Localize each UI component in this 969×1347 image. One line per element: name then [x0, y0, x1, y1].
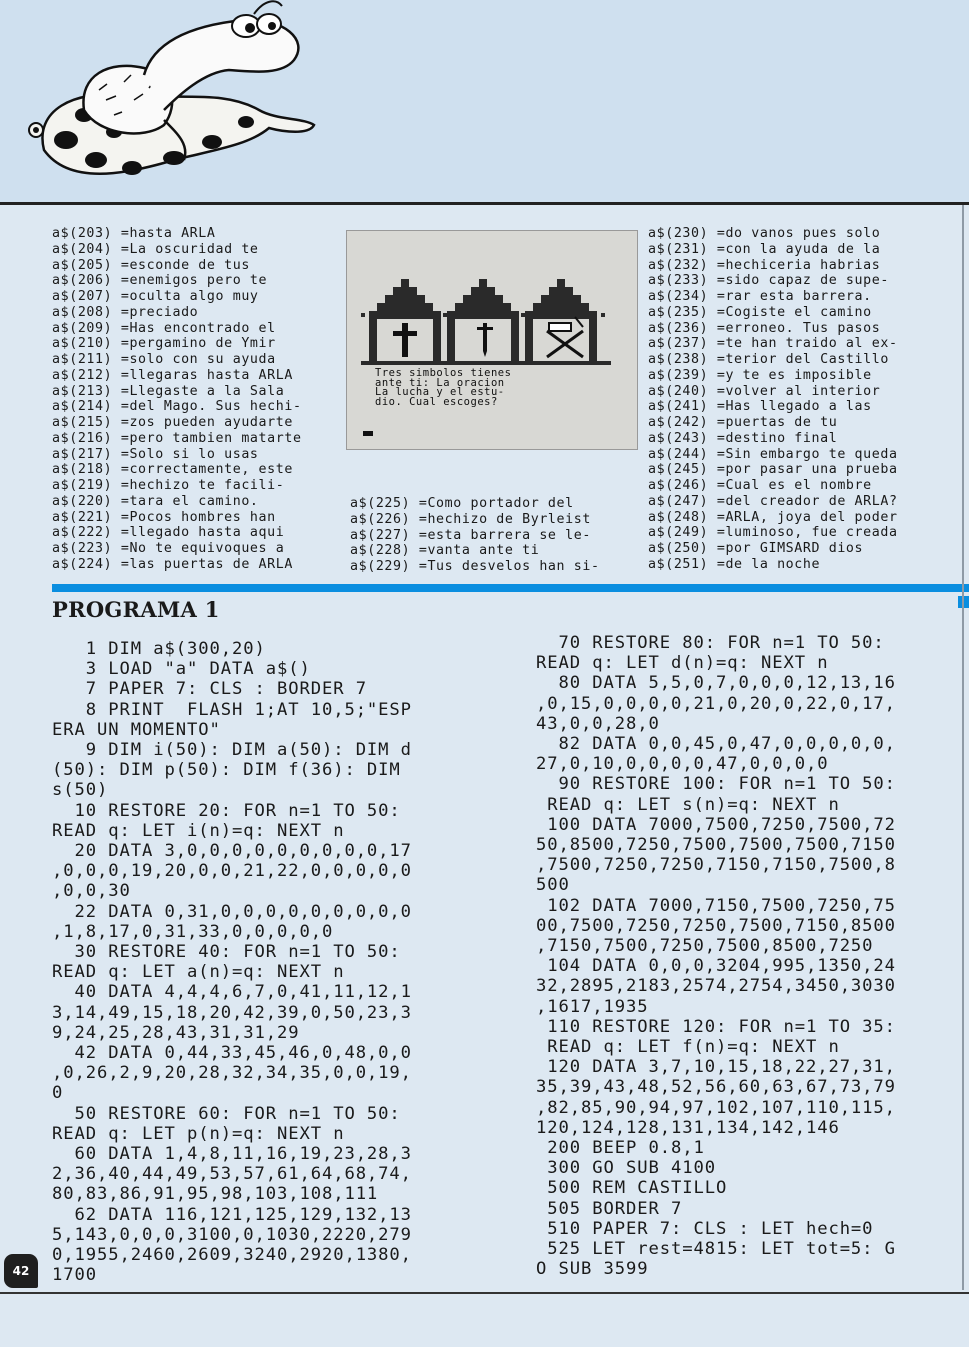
listing-line: a$(224) =las puertas de ARLA — [52, 556, 293, 572]
listing-line: a$(226) =hechizo de Byrleist — [350, 511, 591, 527]
program-line: ,0,26,2,9,20,28,32,34,35,0,0,19, — [52, 1063, 412, 1084]
listing-line: a$(250) =por GIMSARD dios — [648, 541, 864, 556]
listing-line: a$(221) =Pocos hombres han — [52, 509, 276, 525]
program-line: ,82,85,90,94,97,102,107,110,115, — [536, 1097, 896, 1118]
program-line: 10 RESTORE 20: FOR n=1 TO 50: — [52, 800, 401, 821]
listing-line: a$(219) =hechizo te facili- — [52, 478, 285, 493]
listing-line: a$(243) =destino final — [648, 430, 838, 446]
program-line: 32,2895,2183,2574,2754,3450,3030 — [536, 976, 896, 997]
program-line: 510 PAPER 7: CLS : LET hech=0 — [536, 1218, 874, 1239]
listing-line: a$(239) =y te es imposible — [648, 367, 872, 383]
listing-line: a$(247) =del creador de ARLA? — [648, 493, 898, 509]
listing-line: a$(217) =Solo si lo usas — [52, 446, 259, 462]
program-line: 8 PRINT FLASH 1;AT 10,5;"ESP — [52, 699, 412, 720]
program-line: 500 REM CASTILLO — [536, 1178, 728, 1199]
listing-line: a$(232) =hechiceria habrias — [648, 257, 881, 273]
listing-line: a$(220) =tara el camino. — [52, 493, 259, 509]
program-line: 20 DATA 3,0,0,0,0,0,0,0,0,0,17 — [52, 841, 412, 862]
program-line: ERA UN MOMENTO" — [52, 719, 221, 740]
header-divider — [0, 202, 969, 205]
program-line: s(50) — [52, 780, 109, 801]
program-line: ,7500,7250,7250,7150,7150,7500,8 — [536, 855, 896, 876]
listing-line: a$(242) =puertas de tu — [648, 415, 838, 430]
listing-line: a$(229) =Tus desvelos han si- — [350, 559, 600, 574]
listing-line: a$(211) =solo con su ayuda — [52, 352, 276, 367]
listing-line: a$(251) =de la noche — [648, 556, 821, 572]
program-line: 82 DATA 0,0,45,0,47,0,0,0,0,0, — [536, 734, 896, 755]
program-line: 60 DATA 1,4,8,11,16,19,23,28,3 — [52, 1144, 412, 1165]
listing-line: a$(212) =llegaras hasta ARLA — [52, 367, 293, 383]
cartoon-mascot-illustration — [14, 0, 324, 200]
program-line: ,0,0,0,19,20,0,0,21,22,0,0,0,0,0 — [52, 861, 412, 882]
listing-line: a$(240) =volver al interior — [648, 383, 881, 399]
cross-icon — [393, 323, 417, 357]
program-line: 0,1955,2460,2609,3240,2920,1380, — [52, 1245, 412, 1266]
program-line: 42 DATA 0,44,33,45,46,0,48,0,0 — [52, 1043, 412, 1064]
listing-line: a$(227) =esta barrera se le- — [350, 527, 591, 543]
listing-line: a$(249) =luminoso, fue creada — [648, 525, 898, 541]
game-text-line: Tres simbolos tienes — [375, 367, 512, 379]
program-line: ,1617,1935 — [536, 996, 649, 1017]
string-array-listing-left — [52, 226, 302, 573]
program-line: 00,7500,7250,7250,7500,7150,8500 — [536, 915, 896, 936]
listing-line: a$(248) =ARLA, joya del poder — [648, 509, 898, 525]
listing-line: a$(213) =Llegaste a la Sala — [52, 383, 285, 399]
program-line: READ q: LET i(n)=q: NEXT n — [52, 820, 345, 841]
listing-line: a$(235) =Cogiste el camino — [648, 304, 872, 320]
program-line: 7 PAPER 7: CLS : BORDER 7 — [52, 679, 367, 700]
listing-line: a$(245) =por pasar una prueba — [648, 462, 898, 478]
program-line: 300 GO SUB 4100 — [536, 1158, 716, 1179]
game-screenshot — [346, 230, 638, 450]
program-line: 505 BORDER 7 — [536, 1198, 683, 1219]
program-line: ,7150,7500,7250,7500,8500,7250 — [536, 936, 874, 957]
section-divider-accent — [52, 584, 969, 592]
program-line: 1 DIM a$(300,20) — [52, 639, 266, 659]
program-line: 3,14,49,15,18,20,42,39,0,50,23,3 — [52, 1002, 412, 1023]
listing-line: a$(204) =La oscuridad te — [52, 241, 259, 257]
program-line: 22 DATA 0,31,0,0,0,0,0,0,0,0,0 — [52, 901, 412, 922]
listing-line: a$(205) =esconde de tus — [52, 257, 250, 273]
listing-line: a$(208) =preciado — [52, 304, 199, 320]
listing-line: a$(236) =erroneo. Tus pasos — [648, 320, 881, 336]
program-line: 90 RESTORE 100: FOR n=1 TO 50: — [536, 774, 896, 795]
program-line: 50 RESTORE 60: FOR n=1 TO 50: — [52, 1103, 401, 1124]
program-line: (50): DIM p(50): DIM f(36): DIM — [52, 760, 401, 781]
program-line: 50,8500,7250,7500,7500,7500,7150 — [536, 835, 896, 856]
program-line: READ q: LET d(n)=q: NEXT n — [536, 653, 829, 674]
program-line: 110 RESTORE 120: FOR n=1 TO 35: — [536, 1016, 896, 1037]
program-line: READ q: LET f(n)=q: NEXT n — [536, 1037, 840, 1058]
listing-line: a$(228) =vanta ante ti — [350, 543, 540, 559]
program-line: 70 RESTORE 80: FOR n=1 TO 50: — [536, 633, 885, 653]
program-line: ,0,15,0,0,0,0,21,0,20,0,22,0,17, — [536, 693, 896, 714]
program-line: READ q: LET a(n)=q: NEXT n — [52, 962, 345, 983]
program-line: 5,143,0,0,0,3100,0,1030,2220,279 — [52, 1224, 412, 1245]
program-line: O SUB 3599 — [536, 1259, 649, 1280]
game-text-line: La lucha y el estu- — [375, 386, 505, 398]
game-text-line: ante ti: La oracion — [375, 376, 505, 389]
program-line: 80 DATA 5,5,0,7,0,0,0,12,13,16 — [536, 673, 896, 694]
program-line: 80,83,86,91,95,98,103,108,111 — [52, 1184, 379, 1205]
listing-line: a$(216) =pero tambien matarte — [52, 430, 302, 446]
program-line: 200 BEEP 0.8,1 — [536, 1138, 705, 1159]
program-line: 120,124,128,131,134,142,146 — [536, 1117, 840, 1138]
listing-line: a$(206) =enemigos pero te — [52, 273, 268, 289]
listing-line: a$(225) =Como portador del — [350, 496, 574, 511]
program-listing-left — [52, 639, 412, 1286]
program-line: ,1,8,17,0,31,33,0,0,0,0,0 — [52, 921, 334, 942]
program-line: 1700 — [52, 1265, 97, 1286]
program-line: ,0,0,30 — [52, 881, 131, 902]
listing-line: a$(222) =llegado hasta aqui — [52, 525, 285, 541]
program-line: 9 DIM i(50): DIM a(50): DIM d — [52, 740, 412, 761]
program-line: 40 DATA 4,4,4,6,7,0,41,11,12,1 — [52, 982, 412, 1003]
program-line: 27,0,10,0,0,0,0,47,0,0,0,0 — [536, 754, 829, 775]
listing-line: a$(234) =rar esta barrera. — [648, 289, 872, 304]
listing-line: a$(238) =terior del Castillo — [648, 352, 889, 367]
listing-line: a$(230) =do vanos pues solo — [648, 226, 881, 241]
listing-line: a$(203) =hasta ARLA — [52, 226, 216, 241]
program-line: 500 — [536, 875, 570, 896]
listing-line: a$(233) =sido capaz de supe- — [648, 273, 889, 289]
string-array-listing-right — [648, 226, 898, 573]
program-line: 43,0,0,28,0 — [536, 713, 660, 734]
program-line: 100 DATA 7000,7500,7250,7500,72 — [536, 814, 896, 835]
listing-line: a$(210) =pergamino de Ymir — [52, 336, 276, 352]
game-text-line: dio. Cual escoges? — [375, 395, 498, 408]
program-line: 2,36,40,44,49,53,57,61,64,68,74, — [52, 1164, 412, 1185]
game-message-text — [375, 369, 511, 407]
string-array-listing-middle — [350, 496, 600, 575]
section-title: PROGRAMA 1 — [52, 597, 220, 622]
listing-line: a$(246) =Cual es el nombre — [648, 478, 872, 493]
program-line: 62 DATA 116,121,125,129,132,13 — [52, 1204, 412, 1225]
listing-line: a$(214) =del Mago. Sus hechi- — [52, 399, 302, 415]
lectern-scroll-icon — [547, 317, 583, 357]
listing-line: a$(237) =te han traido al ex- — [648, 336, 898, 352]
program-line: 102 DATA 7000,7150,7500,7250,75 — [536, 895, 896, 916]
listing-line: a$(218) =correctamente, este — [52, 462, 293, 478]
sword-icon — [477, 323, 493, 357]
listing-line: a$(241) =Has llegado a las — [648, 399, 872, 415]
program-line: READ q: LET p(n)=q: NEXT n — [52, 1123, 345, 1144]
listing-line: a$(231) =con la ayuda de la — [648, 241, 881, 257]
program-line: 0 — [52, 1083, 64, 1104]
castle-gates-graphic — [347, 231, 637, 449]
listing-line: a$(215) =zos pueden ayudarte — [52, 415, 293, 430]
program-line: 120 DATA 3,7,10,15,18,22,27,31, — [536, 1057, 896, 1078]
listing-line: a$(244) =Sin embargo te queda — [648, 446, 898, 462]
program-line: 35,39,43,48,52,56,60,63,67,73,79 — [536, 1077, 896, 1098]
program-line: 3 LOAD "a" DATA a$() — [52, 659, 311, 680]
right-margin-rule — [962, 205, 964, 1290]
footer-divider — [0, 1292, 969, 1294]
page-number-badge: 42 — [4, 1254, 38, 1288]
program-line: READ q: LET s(n)=q: NEXT n — [536, 794, 840, 815]
program-line: 9,24,25,28,43,31,31,29 — [52, 1022, 300, 1043]
listing-line: a$(209) =Has encontrado el — [52, 320, 276, 336]
listing-line: a$(207) =oculta algo muy — [52, 289, 259, 304]
program-line: 525 LET rest=4815: LET tot=5: G — [536, 1239, 896, 1260]
listing-line: a$(223) =No te equivoques a — [52, 541, 285, 556]
program-line: 30 RESTORE 40: FOR n=1 TO 50: — [52, 942, 401, 963]
program-listing-right — [536, 633, 896, 1280]
program-line: 104 DATA 0,0,0,3204,995,1350,24 — [536, 956, 896, 977]
